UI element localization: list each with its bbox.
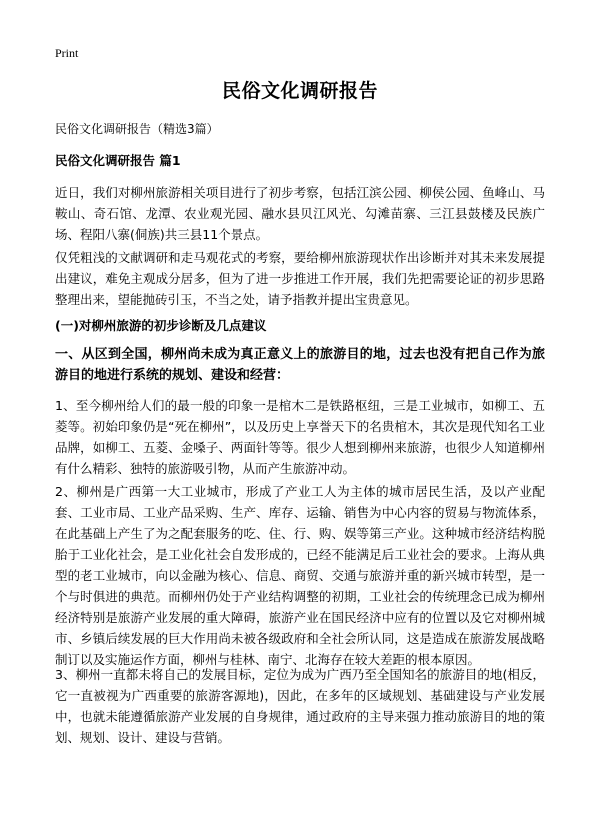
document-title: 民俗文化调研报告	[221, 80, 378, 102]
bold-heading-destination: 一、从区到全国，柳州尚未成为真正意义上的旅游目的地，过去也没有把自己作为旅游目的地进行系统的规划、建设和经营：	[55, 347, 545, 383]
point-3: 3、柳州一直都未将自己的发展目标，定位为成为广西乃至全国知名的旅游目的地(相反，它一直被视为广西重要的旅游客源地)，因此，在多年的区域规划、基础建设与产业发展中，也就未能遵循旅游产业发展的自身规律，通过政府的主导来强力推动旅游目的地的策划、规划、设计、建设与营销。	[55, 667, 545, 745]
paragraph-method: 仅凭粗浅的文献调研和走马观花式的考察，要给柳州旅游现状作出诊断并对其未来发展提出建议，难免主观成分居多，但为了进一步推进工作开展，我们先把需要论证的初步思路整理出来，望能抛砖引玉，不当之处，请予指教并提出宝贵意见。	[55, 250, 545, 307]
paragraph-intro: 近日，我们对柳州旅游相关项目进行了初步考察，包括江滨公园、柳侯公园、鱼峰山、马鞍山、奇石馆、龙潭、农业观光园、融水县贝江风光、勾滩苗寨、三江县鼓楼及民族广场、程阳八寨(侗族)共三县11个景点。	[55, 185, 545, 242]
section-title: 民俗文化调研报告 篇1	[55, 153, 181, 168]
document-subtitle: 民俗文化调研报告（精选3篇）	[55, 122, 219, 136]
subheading-diagnosis: (一)对柳州旅游的初步诊断及几点建议	[55, 318, 267, 333]
point-1: 1、至今柳州给人们的最一般的印象一是棺木二是铁路枢纽，三是工业城市，如柳工、五菱等。初始印象仍是“死在柳州”，以及历史上享誉天下的名贵棺木，其次是现代知名工业品牌，如柳工、五菱、金嗓子、两面针等等。很少人想到柳州来旅游，也很少人知道柳州有什么精彩、独特的旅游吸引物，从而产生旅游冲动。	[55, 398, 545, 476]
print-label: Print	[55, 46, 79, 60]
point-2: 2、柳州是广西第一大工业城市，形成了产业工人为主体的城市居民生活，及以产业配套、工业市局、工业产品采购、生产、库存、运输、销售为中心内容的贸易与物流体系，在此基础上产生了为之配套服务的吃、住、行、购、娱等第三产业。这种城市经济结构脱胎于工业化社会，是工业化社会自发形成的，已经不能满足后工业社会的要求。上海从典型的老工业城市，向以金融为核心、信息、商贸、交通与旅游并重的新兴城市转型，是一个与时俱进的典范。而柳州仍处于产业结构调整的初期，工业社会的传统理念已成为柳州经济特别是旅游产业发展的重大障碍，旅游产业在国民经济中应有的位置以及它对柳州城市、乡镇后续发展的巨大作用尚未被各级政府和全社会所认同，这是造成在旅游发展战略制订以及实施运作方面，柳州与桂林、南宁、北海存在较大差距的根本原因。	[55, 484, 545, 667]
